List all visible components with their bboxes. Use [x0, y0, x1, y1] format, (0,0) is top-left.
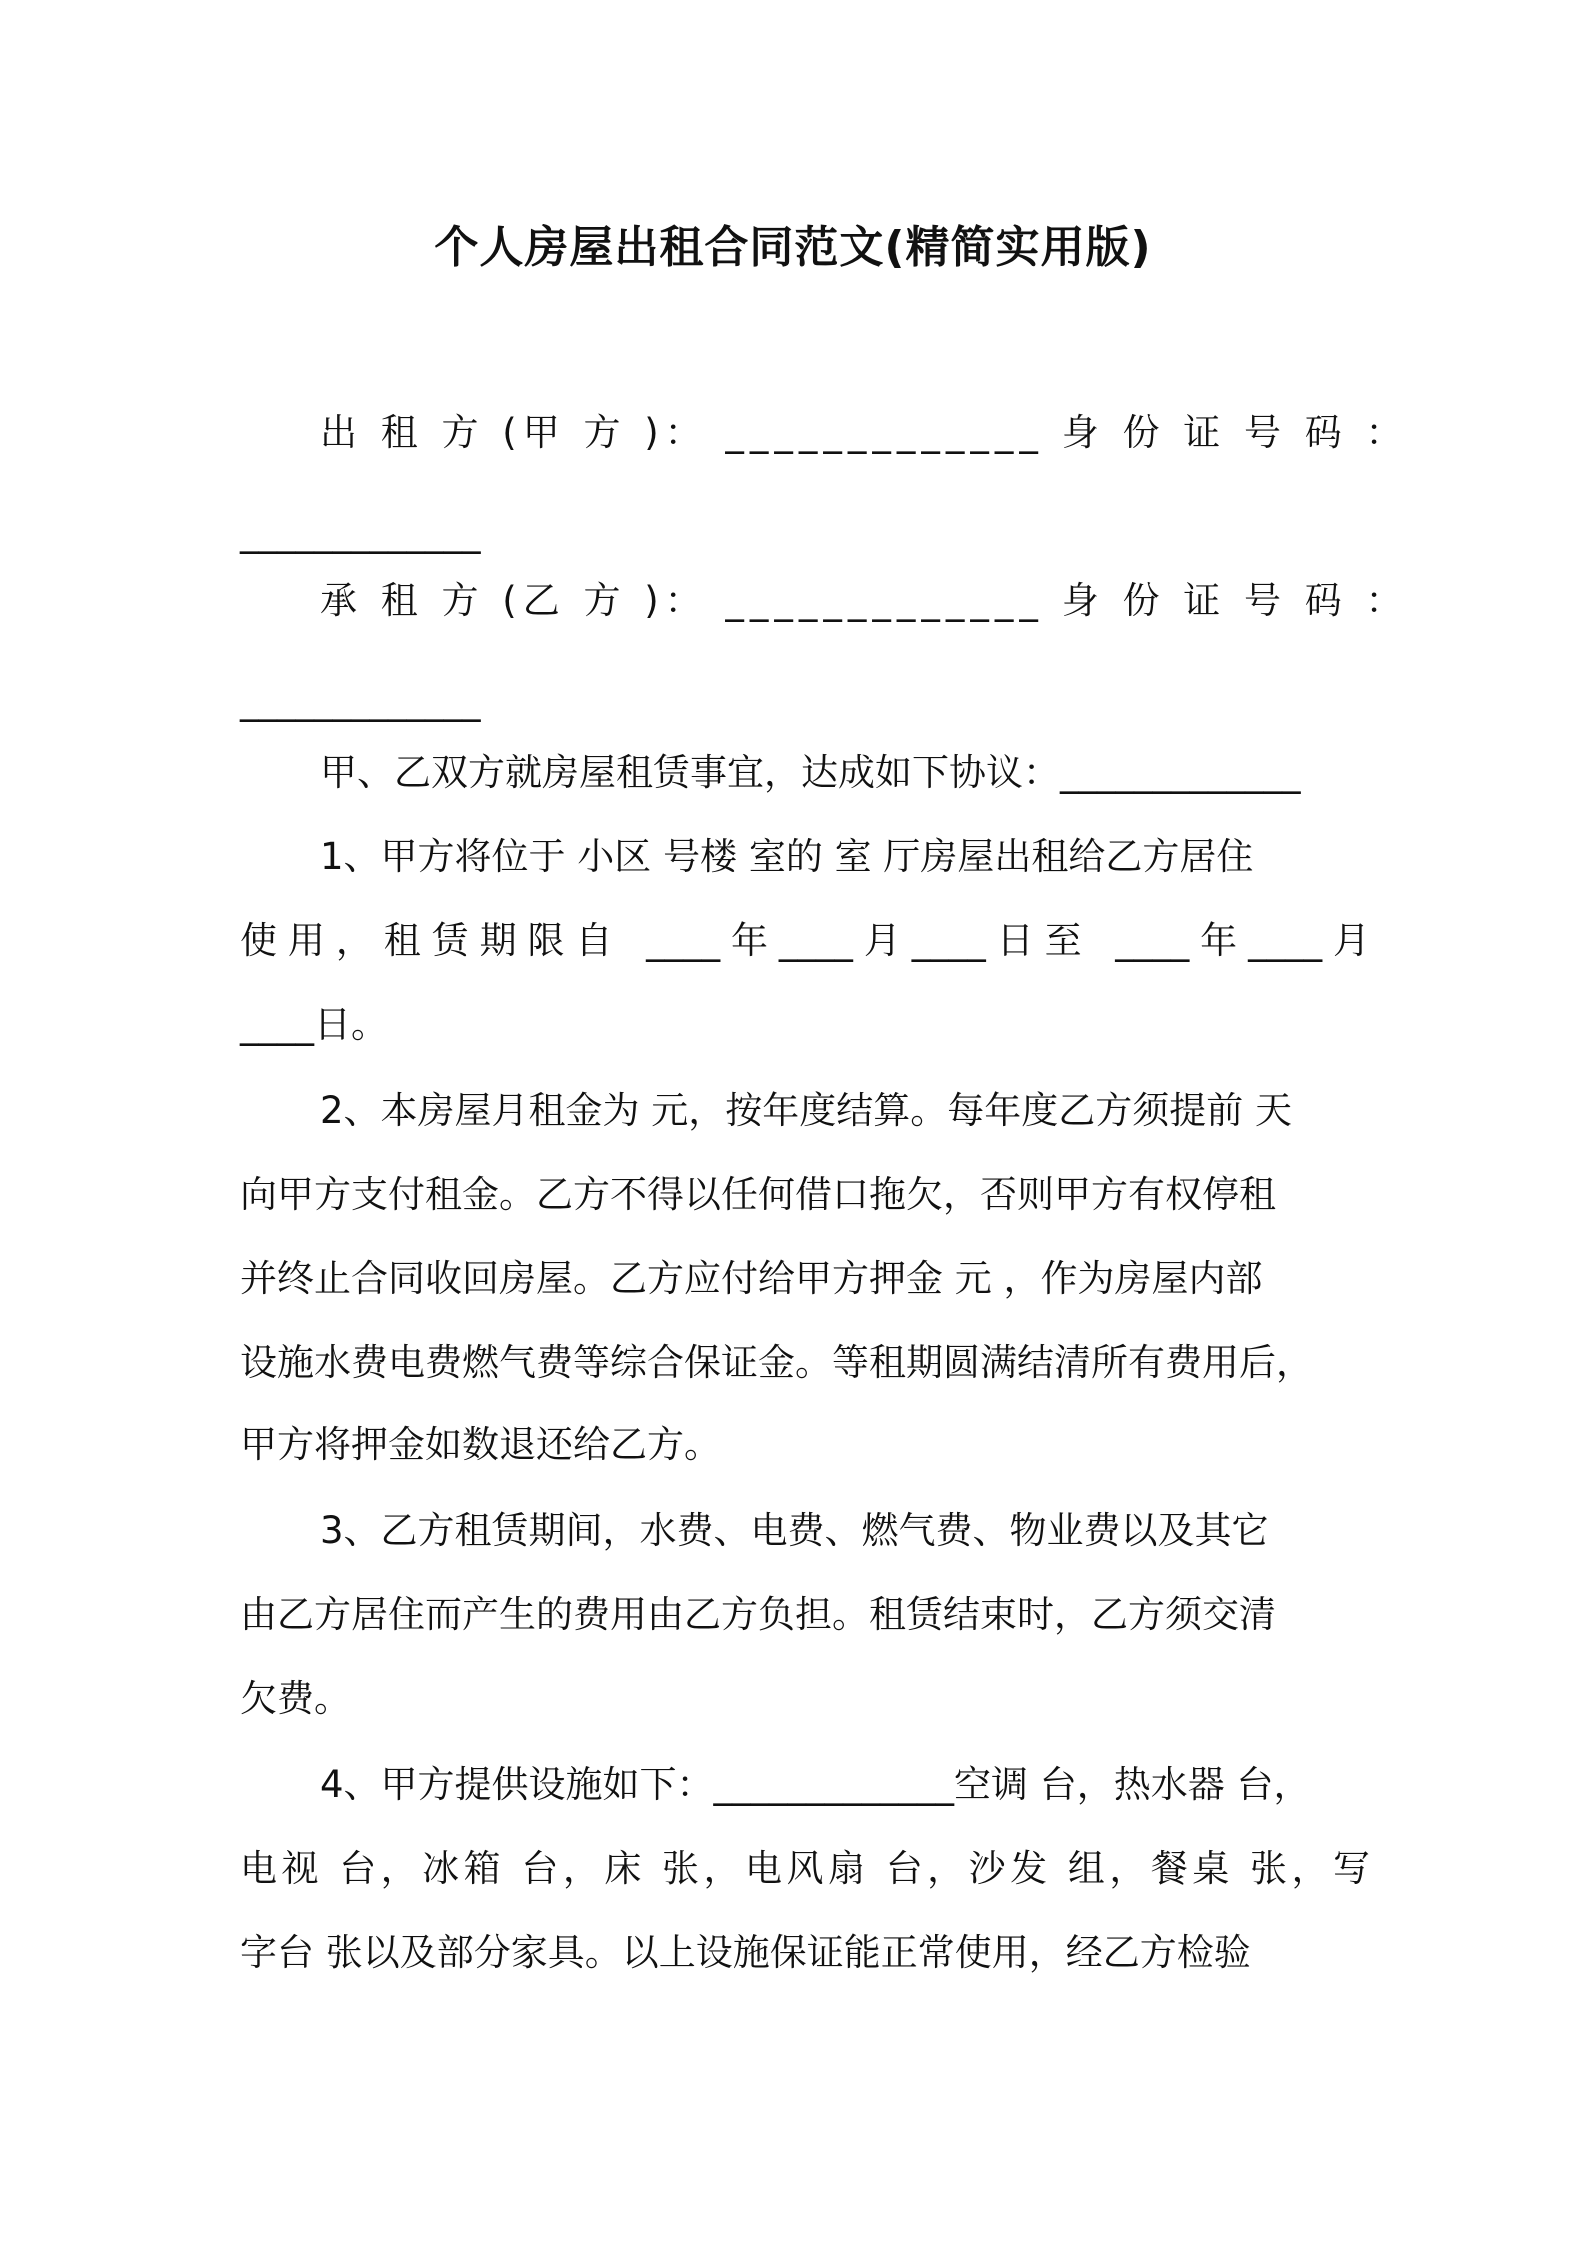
lessee-line: 承 租 方 (乙 方 )： _____________ 身 份 证 号 码 ：	[320, 579, 1409, 622]
agreement-intro: 甲、乙双方就房屋租赁事宜，达成如下协议：_____________	[320, 751, 1301, 794]
lessee-id-blank: _____________	[240, 679, 481, 722]
clause-1-line-2: 使用，租赁期限自 ____年____月____日至 ____年____月	[240, 919, 1370, 962]
clause-2-line-1: 2、本房屋月租金为 元，按年度结算。每年度乙方须提前 天	[320, 1089, 1293, 1132]
clause-3-line-3: 欠费。	[240, 1677, 351, 1720]
clause-1-line-3: ____日。	[240, 1003, 388, 1046]
clause-1-line-1: 1、甲方将位于 小区 号楼 室的 室 厅房屋出租给乙方居住	[320, 835, 1254, 878]
clause-3-line-1: 3、乙方租赁期间，水费、电费、燃气费、物业费以及其它	[320, 1509, 1269, 1552]
clause-2-line-4: 设施水费电费燃气费等综合保证金。等租期圆满结清所有费用后，	[240, 1341, 1313, 1384]
document-title: 个人房屋出租合同范文(精简实用版)	[434, 222, 1152, 273]
clause-4-line-3: 字台 张以及部分家具。以上设施保证能正常使用，经乙方检验	[240, 1931, 1251, 1974]
clause-4-line-2: 电视 台，冰箱 台，床 张，电风扇 台，沙发 组，餐桌 张，写	[240, 1847, 1370, 1890]
lessor-line: 出 租 方 (甲 方 )： _____________ 身 份 证 号 码 ：	[320, 411, 1409, 454]
clause-2-line-2: 向甲方支付租金。乙方不得以任何借口拖欠，否则甲方有权停租	[240, 1173, 1276, 1216]
lessor-id-blank: _____________	[240, 511, 481, 554]
clause-3-line-2: 由乙方居住而产生的费用由乙方负担。租赁结束时，乙方须交清	[240, 1593, 1276, 1636]
clause-2-line-3: 并终止合同收回房屋。乙方应付给甲方押金 元 ，作为房屋内部	[240, 1257, 1263, 1300]
clause-2-line-5: 甲方将押金如数退还给乙方。	[240, 1423, 721, 1466]
clause-4-line-1: 4、甲方提供设施如下：_____________空调 台，热水器 台，	[320, 1763, 1311, 1806]
